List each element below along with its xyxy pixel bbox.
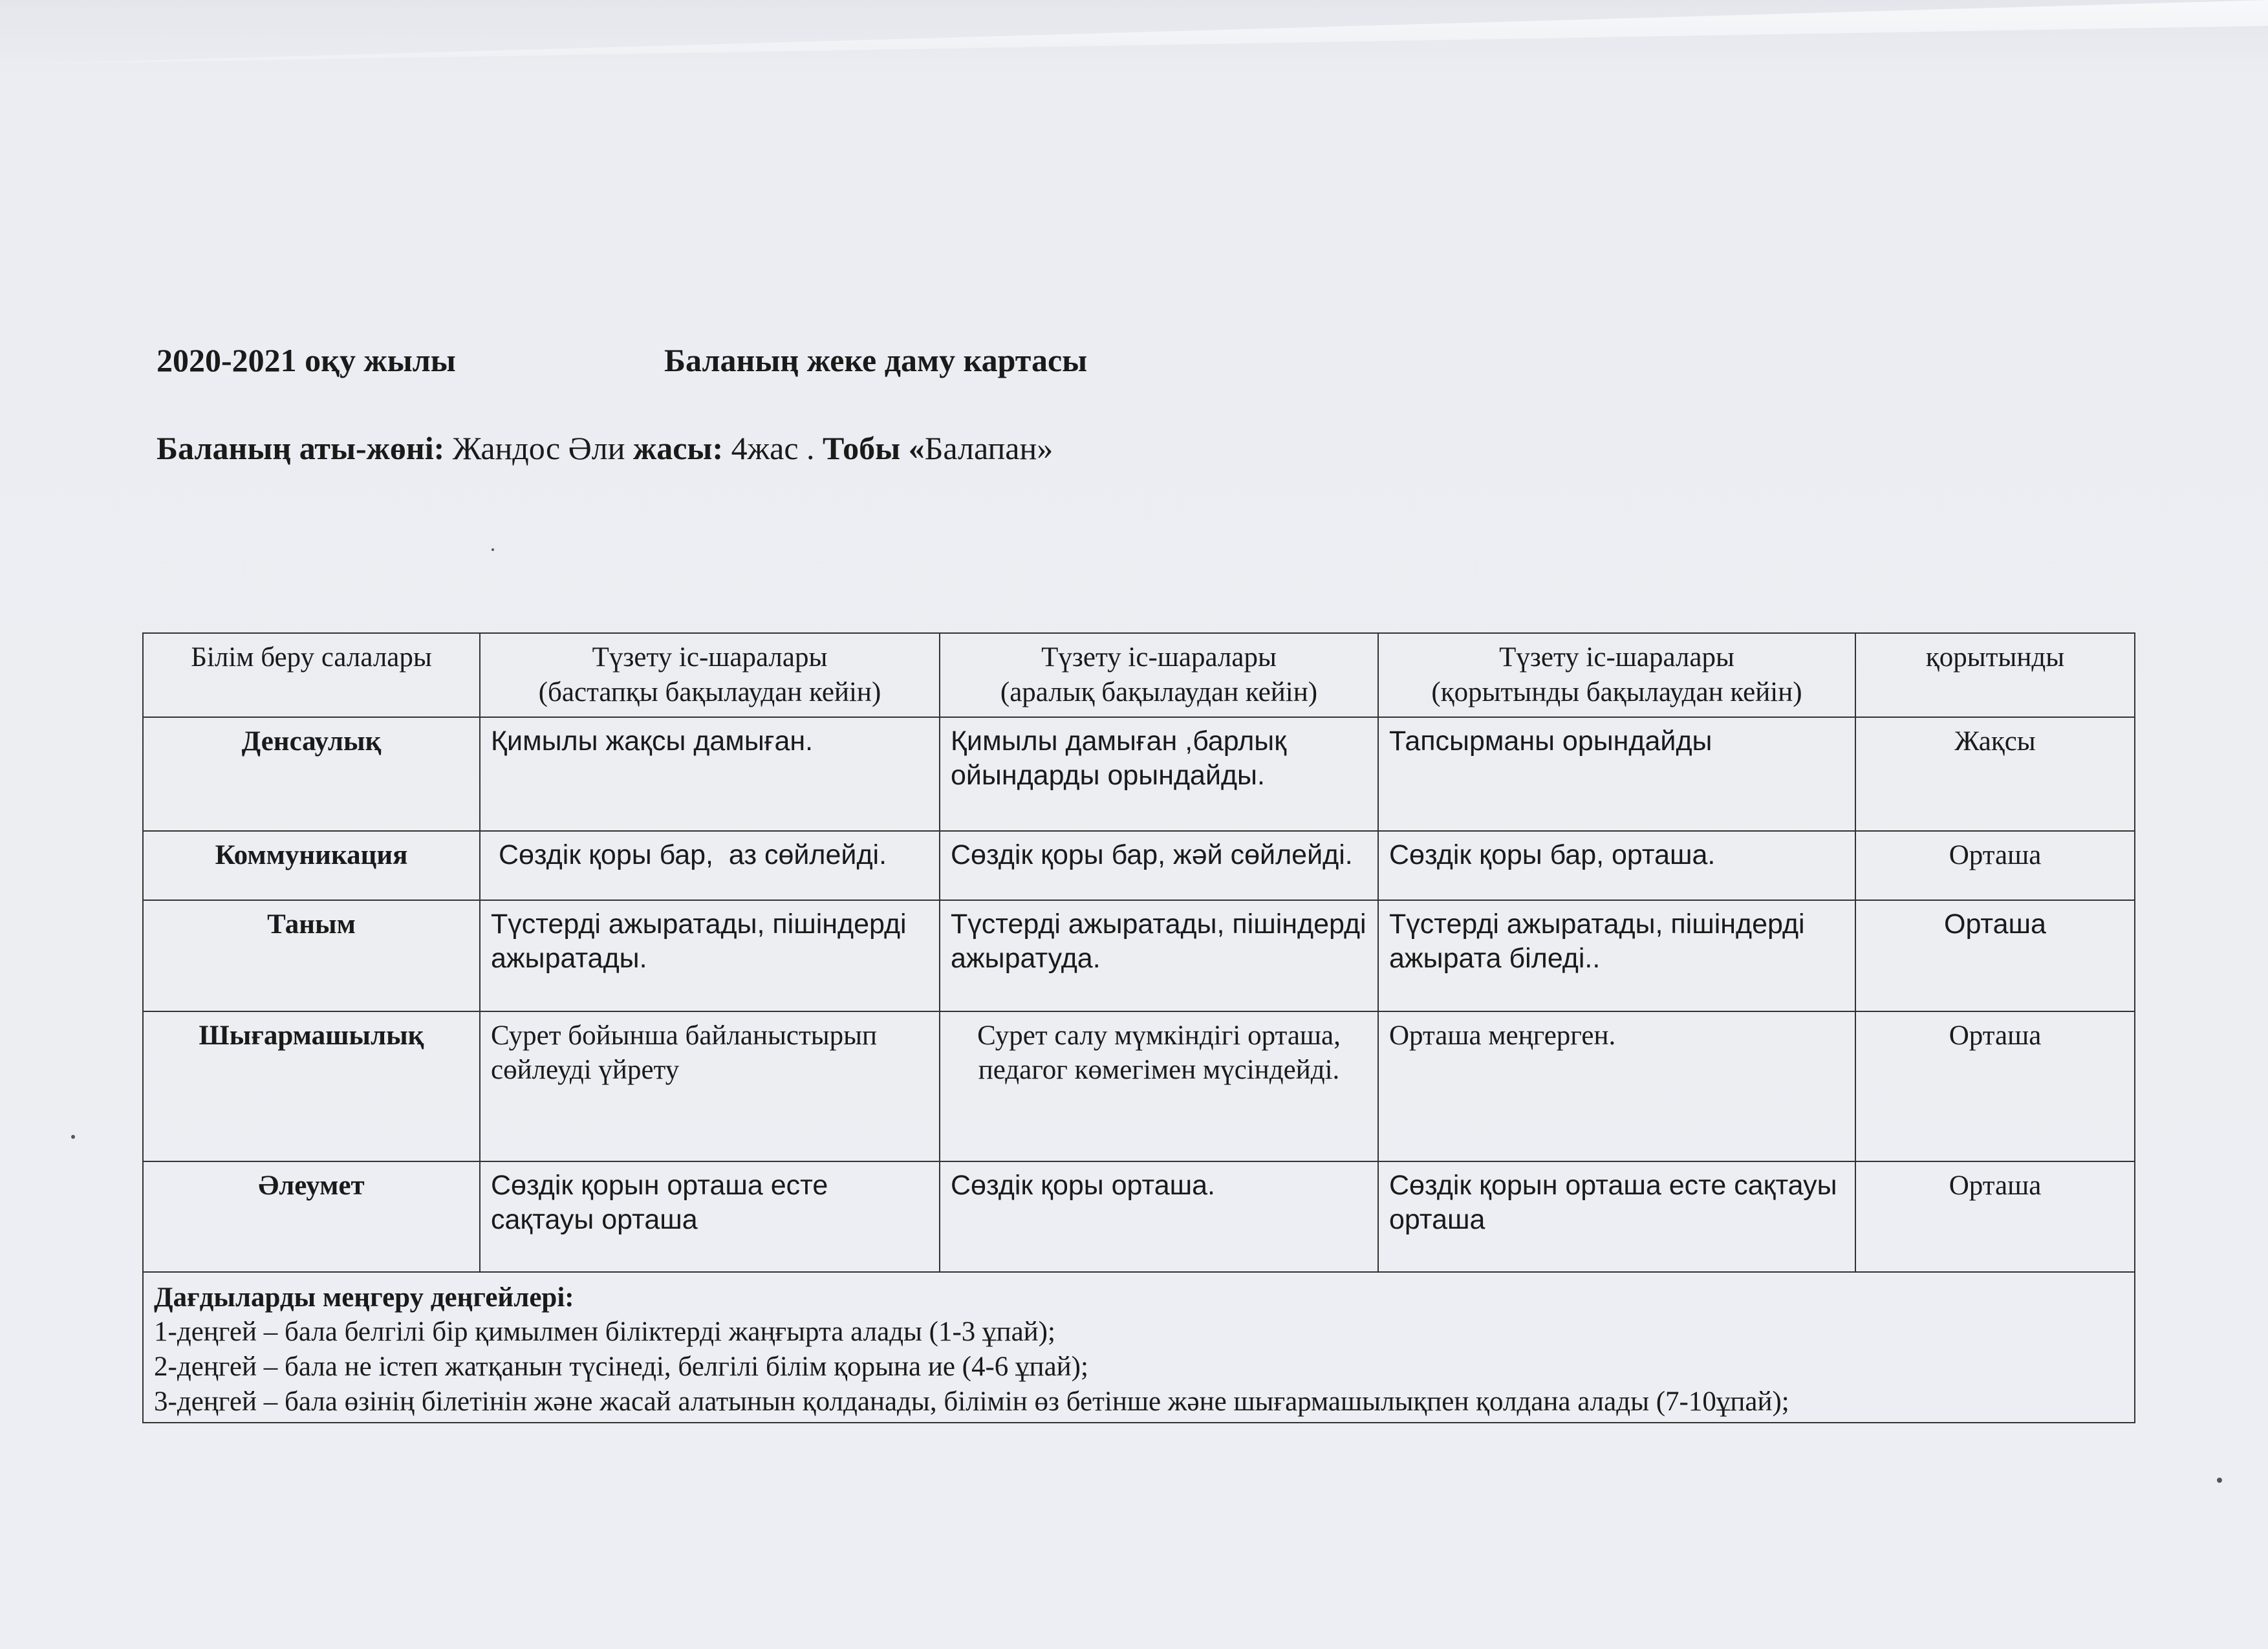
group-value: Балапан» [924,430,1053,466]
table-header-row [143,633,2135,717]
intermediate-cell: Сөздік қоры бар, жәй сөйлейді. [940,831,1378,900]
area-cell: Шығармашылық [143,1011,480,1161]
result-cell: Жақсы [1855,717,2135,831]
final-cell: Сөздік қоры бар, орташа. [1378,831,1855,900]
result-cell: Орташа [1855,900,2135,1011]
development-card-table [142,632,2135,1423]
scan-speck [71,1135,75,1139]
levels-cell [143,1272,2135,1423]
result-cell: Орташа [1855,831,2135,900]
level-item: 1-деңгей – бала белгілі бір қимылмен біліктерді жаңғырта алады (1-3 ұпай); [154,1317,1055,1348]
result-cell: Орташа [1855,1011,2135,1161]
table-row [143,1011,2135,1161]
age-value: 4жас . [723,430,823,466]
intermediate-cell: Сурет салу мүмкіндігі орташа, педагог көмегімен мүсіндейді. [940,1011,1378,1161]
levels-row [143,1272,2135,1423]
name-value: Жандос Әли [444,430,633,466]
group-label: Тобы « [823,430,925,466]
table-row [143,900,2135,1011]
name-label: Баланың аты-жөні: [157,430,445,466]
scan-speck [2217,1478,2222,1483]
initial-cell: Сөздік қорын орташа есте сақтауы орташа [480,1161,940,1272]
document-header [157,341,1088,379]
area-cell: Әлеумет [143,1161,480,1272]
level-item: 2-деңгей – бала не істеп жатқанын түсінеді, белгілі білім қорына ие (4-6 ұпай); [154,1352,1088,1382]
intermediate-cell: Сөздік қоры орташа. [940,1161,1378,1272]
age-label: жасы: [632,430,724,466]
levels-title: Дағдыларды меңгеру деңгейлері: [154,1282,574,1313]
level-item: 3-деңгей – бала өзінің білетінін және жасай алатынын қолданады, білімін өз бетінше және шығармашылықпен қолдана алады (7-10ұпай); [154,1386,1789,1417]
final-cell: Орташа меңгерген. [1378,1011,1855,1161]
table-row [143,831,2135,900]
academic-year: 2020-2021 оқу жылы [157,342,456,378]
initial-cell: Қимылы жақсы дамыған. [480,717,940,831]
header-areas: Білім беру салалары [143,633,480,717]
document-title: Баланың жеке даму картасы [664,342,1088,378]
result-cell: Орташа [1855,1161,2135,1272]
final-cell: Тапсырманы орындайды [1378,717,1855,831]
header-intermediate: Түзету іс-шаралары (аралық бақылаудан кейін) [940,633,1378,717]
intermediate-cell: Түстерді ажыратады, пішіндерді ажыратуда. [940,900,1378,1011]
child-info [157,429,1053,467]
paper-edge [0,0,2268,65]
header-initial: Түзету іс-шаралары (бастапқы бақылаудан кейін) [480,633,940,717]
area-cell: Коммуникация [143,831,480,900]
initial-cell: Сөздік қоры бар, аз сөйлейді. [480,831,940,900]
final-cell: Түстерді ажыратады, пішіндерді ажырата біледі.. [1378,900,1855,1011]
header-result: қорытынды [1855,633,2135,717]
table-row [143,717,2135,831]
initial-cell: Сурет бойынша байланыстырып сөйлеуді үйрету [480,1011,940,1161]
header-final: Түзету іс-шаралары (қорытынды бақылаудан кейін) [1378,633,1855,717]
intermediate-cell: Қимылы дамыған ,барлық ойындарды орындайды. [940,717,1378,831]
area-cell: Таным [143,900,480,1011]
scan-speck [491,548,494,551]
final-cell: Сөздік қорын орташа есте сақтауы орташа [1378,1161,1855,1272]
table-row [143,1161,2135,1272]
area-cell: Денсаулық [143,717,480,831]
initial-cell: Түстерді ажыратады, пішіндерді ажыратады. [480,900,940,1011]
